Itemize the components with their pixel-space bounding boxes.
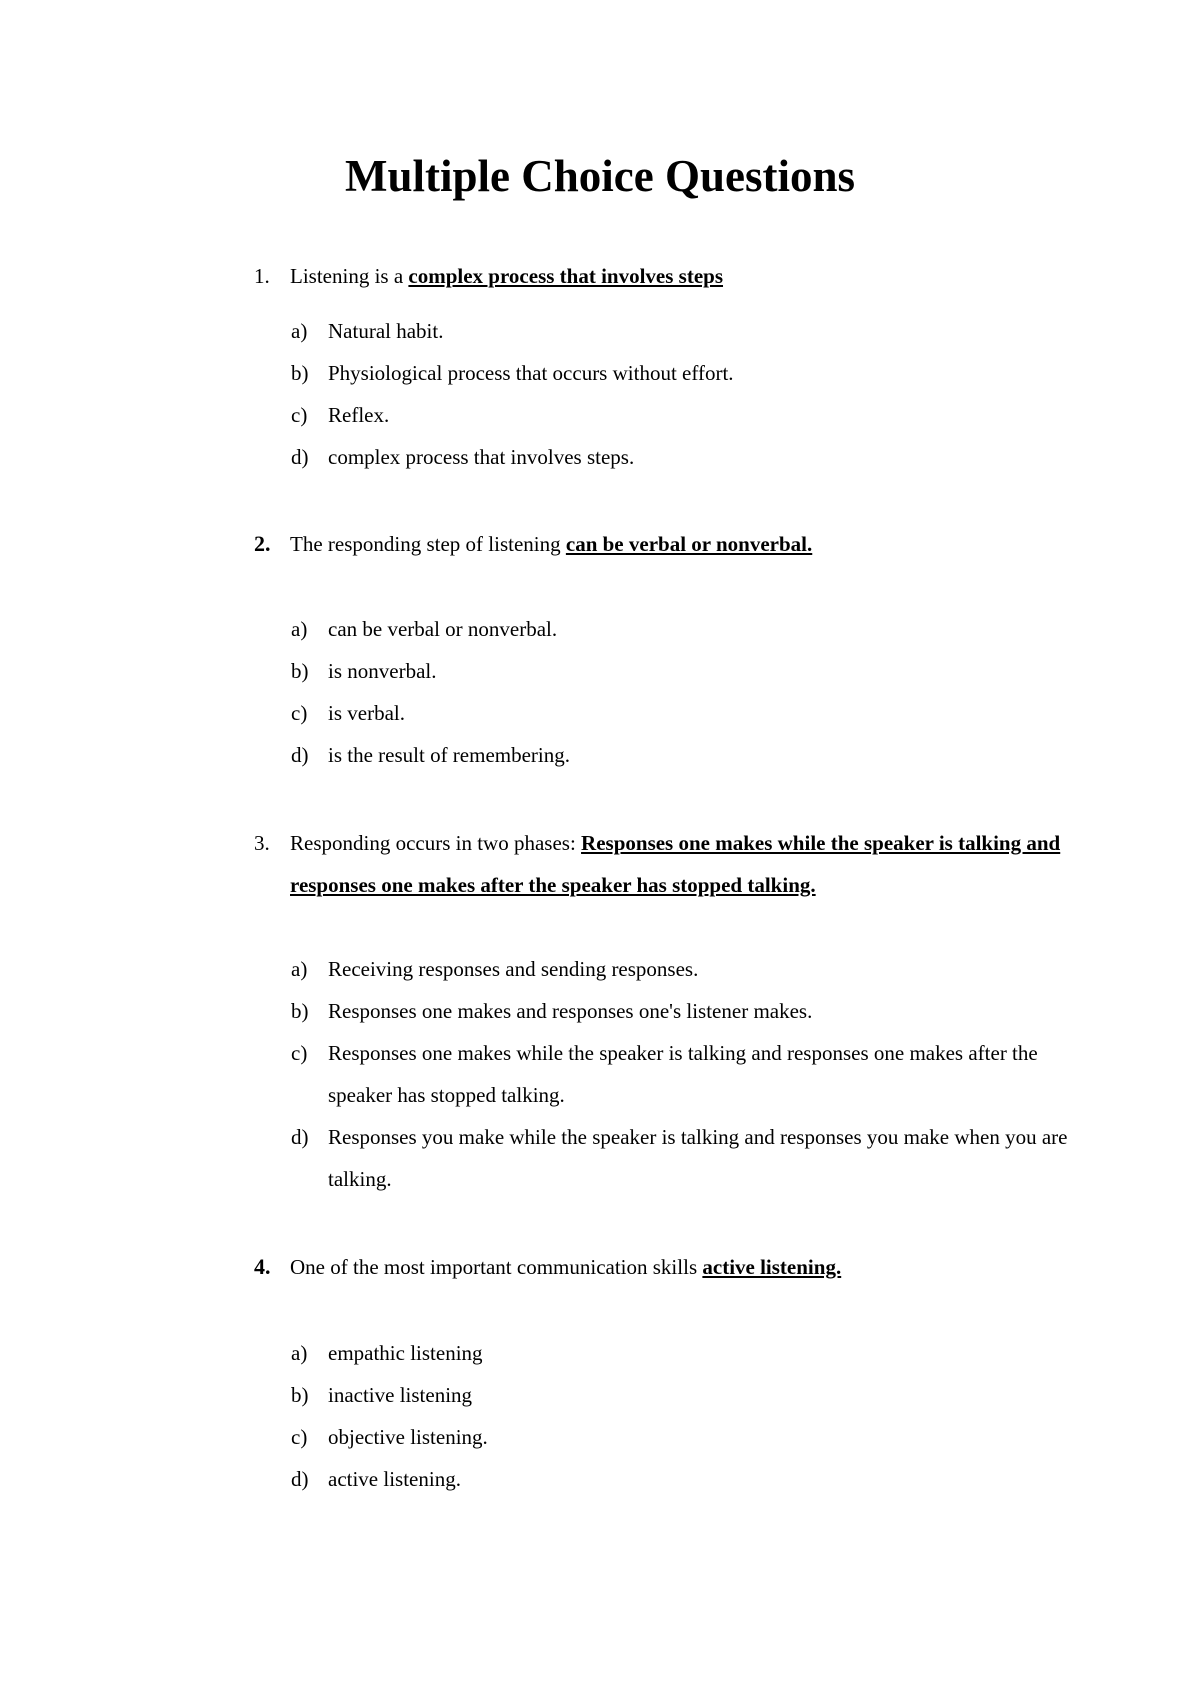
option-text: Receiving responses and sending responses. — [328, 957, 699, 981]
question-stem-text: Responding occurs in two phases: — [290, 831, 582, 855]
option-text: inactive listening — [328, 1383, 473, 1407]
option-text: Reflex. — [328, 403, 390, 427]
question-3-option-a — [291, 948, 1081, 990]
page-title: Multiple Choice Questions — [344, 151, 855, 201]
question-2 — [254, 523, 1084, 565]
option-text: Responses you make while the speaker is talking and responses you make when you are talking. — [328, 1125, 1068, 1191]
question-4-option-d — [291, 1458, 1081, 1500]
option-text: Responses one makes and responses one's listener makes. — [328, 999, 813, 1023]
question-stem — [290, 1246, 1084, 1288]
option-text: complex process that involves steps. — [328, 445, 635, 469]
question-answer: complex process that involves steps — [408, 264, 724, 288]
option-text: Natural habit. — [328, 319, 444, 343]
question-answer: can be verbal or nonverbal. — [565, 532, 813, 556]
question-2-option-b — [291, 650, 1081, 692]
question-stem — [290, 523, 1084, 565]
question-3-option-d — [291, 1116, 1081, 1200]
option-text: Responses one makes while the speaker is talking and responses one makes after the speaker has stopped talking. — [328, 1041, 1038, 1107]
option-letter: d) — [291, 1125, 309, 1149]
question-2-option-c — [291, 692, 1081, 734]
option-letter: d) — [291, 1467, 309, 1491]
question-1-option-b — [291, 352, 1081, 394]
question-4-option-a — [291, 1332, 1081, 1374]
question-3-option-c — [291, 1032, 1081, 1116]
option-letter: c) — [291, 1425, 308, 1449]
option-letter: a) — [291, 319, 308, 343]
question-4 — [254, 1246, 1084, 1288]
option-letter: b) — [291, 659, 309, 683]
option-letter: a) — [291, 617, 308, 641]
option-letter: d) — [291, 743, 309, 767]
option-text: can be verbal or nonverbal. — [328, 617, 558, 641]
option-text: Physiological process that occurs without effort. — [328, 361, 734, 385]
question-number: 4. — [254, 1254, 271, 1279]
question-2-option-a — [291, 608, 1081, 650]
question-1-option-d — [291, 436, 1081, 478]
question-number: 2. — [254, 531, 271, 556]
question-4-option-b — [291, 1374, 1081, 1416]
option-letter: b) — [291, 999, 309, 1023]
option-letter: a) — [291, 1341, 308, 1365]
option-letter: d) — [291, 445, 309, 469]
option-text: is the result of remembering. — [328, 743, 571, 767]
option-letter: c) — [291, 403, 308, 427]
question-3-option-b — [291, 990, 1081, 1032]
option-text: empathic listening — [328, 1341, 483, 1365]
option-text: active listening. — [328, 1467, 461, 1491]
option-letter: c) — [291, 701, 308, 725]
question-number: 1. — [254, 264, 270, 288]
question-stem-text: One of the most important communication skills — [290, 1255, 703, 1279]
question-1 — [254, 255, 1084, 297]
option-text: objective listening. — [328, 1425, 488, 1449]
option-letter: a) — [291, 957, 308, 981]
question-answer: Responses one makes while the speaker is talking and responses one makes after the speaker has stopped talking. — [290, 831, 1061, 897]
option-text: is verbal. — [328, 701, 405, 725]
question-answer: active listening. — [702, 1255, 842, 1279]
option-letter: b) — [291, 361, 309, 385]
question-stem — [290, 255, 1084, 297]
question-stem — [290, 822, 1084, 906]
question-4-option-c — [291, 1416, 1081, 1458]
option-text: is nonverbal. — [328, 659, 437, 683]
question-1-option-a — [291, 310, 1081, 352]
option-letter: c) — [291, 1041, 308, 1065]
question-number: 3. — [254, 831, 270, 855]
option-letter: b) — [291, 1383, 309, 1407]
question-stem-text: The responding step of listening — [290, 532, 566, 556]
question-3 — [254, 822, 1084, 906]
question-stem-text: Listening is a — [290, 264, 409, 288]
question-1-option-c — [291, 394, 1081, 436]
question-2-option-d — [291, 734, 1081, 776]
